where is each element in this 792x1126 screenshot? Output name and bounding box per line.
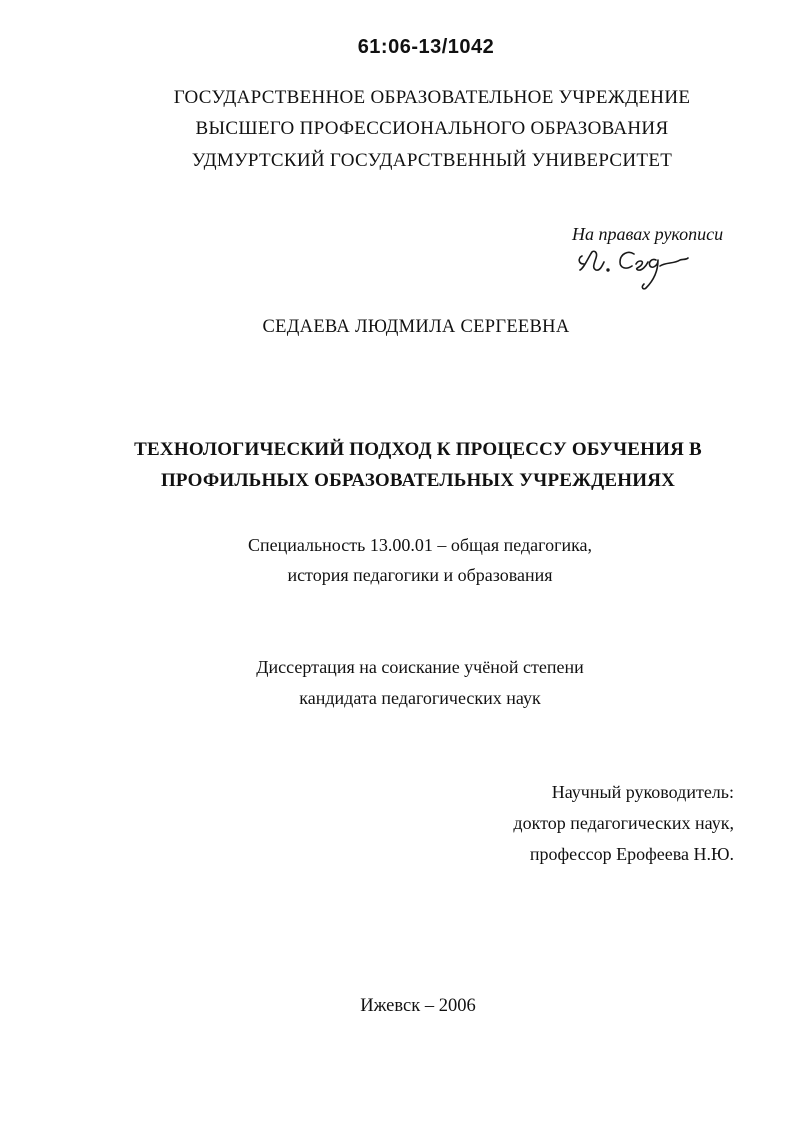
manuscript-note: На правах рукописи	[572, 224, 724, 244]
institution-line-2: ВЫСШЕГО ПРОФЕССИОНАЛЬНОГО ОБРАЗОВАНИЯ	[195, 118, 669, 139]
thesis-title-line-2: ПРОФИЛЬНЫХ ОБРАЗОВАТЕЛЬНЫХ УЧРЕЖДЕНИЯХ	[160, 470, 676, 491]
author-name: СЕДАЕВА ЛЮДМИЛА СЕРГЕЕВНА	[262, 317, 570, 337]
institution-line-3: УДМУРТСКИЙ ГОСУДАРСТВЕННЫЙ УНИВЕРСИТЕТ	[191, 150, 673, 171]
registration-code: 61:06-13/1042	[357, 36, 495, 58]
specialty-line-2: история педагогики и образования	[287, 565, 553, 585]
supervisor-degree: доктор педагогических наук,	[513, 813, 734, 833]
institution-line-1: ГОСУДАРСТВЕННОЕ ОБРАЗОВАТЕЛЬНОЕ УЧРЕЖДЕНИЕ	[173, 87, 691, 108]
supervisor-name: профессор Ерофеева Н.Ю.	[529, 844, 734, 864]
dissertation-line-2: кандидата педагогических наук	[299, 688, 541, 708]
supervisor-label: Научный руководитель:	[551, 782, 734, 802]
handwritten-signature	[574, 246, 694, 292]
dissertation-line-1: Диссертация на соискание учёной степени	[256, 657, 584, 677]
specialty-line-1: Специальность 13.00.01 – общая педагогика,	[247, 535, 593, 555]
place-year: Ижевск – 2006	[360, 996, 476, 1016]
thesis-title-line-1: ТЕХНОЛОГИЧЕСКИЙ ПОДХОД К ПРОЦЕССУ ОБУЧЕНИЯ В	[134, 439, 702, 460]
